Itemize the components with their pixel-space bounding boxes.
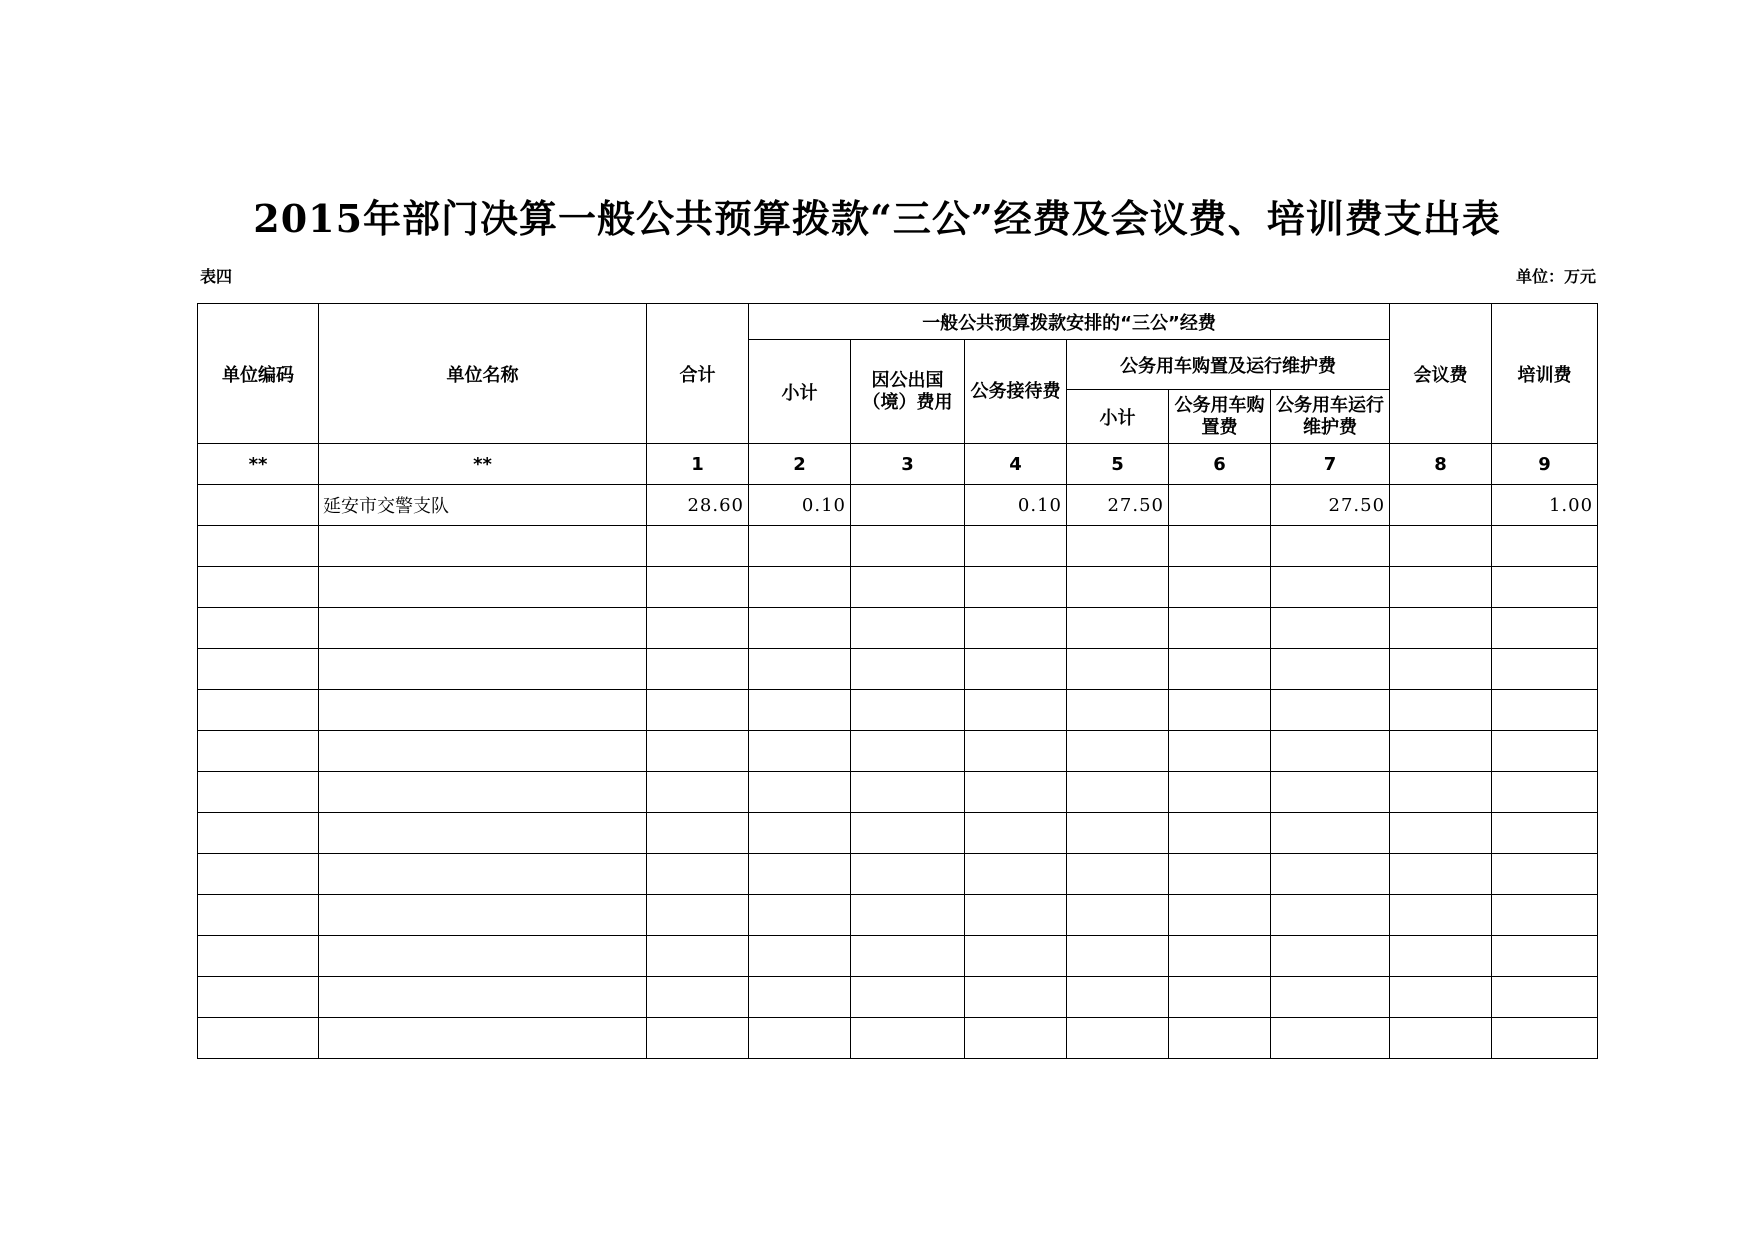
table-cell [965, 854, 1067, 895]
index-cell: ** [319, 444, 647, 485]
table-cell [647, 1018, 749, 1059]
table-cell [851, 731, 965, 772]
table-row [198, 977, 1598, 1018]
table-cell [198, 895, 319, 936]
table-cell [319, 936, 647, 977]
index-cell: 9 [1492, 444, 1598, 485]
table-cell [1492, 772, 1598, 813]
table-cell [1169, 813, 1271, 854]
table-cell [1169, 485, 1271, 526]
table-cell [198, 731, 319, 772]
table-cell [198, 567, 319, 608]
table-cell [1390, 977, 1492, 1018]
table-cell [319, 895, 647, 936]
table-cell [1390, 526, 1492, 567]
header-vehicle-maintenance: 公务用车运行维护费 [1271, 390, 1390, 444]
table-cell [198, 1018, 319, 1059]
table-cell [1492, 936, 1598, 977]
table-cell [1390, 731, 1492, 772]
table-row [198, 608, 1598, 649]
table-cell [1169, 895, 1271, 936]
table-cell [1271, 1018, 1390, 1059]
table-cell [1390, 854, 1492, 895]
table-cell [1271, 854, 1390, 895]
table-cell [1067, 567, 1169, 608]
table-cell [1492, 895, 1598, 936]
table-cell [319, 567, 647, 608]
index-cell: 8 [1390, 444, 1492, 485]
table-row [198, 690, 1598, 731]
table-cell [851, 608, 965, 649]
table-row [198, 813, 1598, 854]
table-cell [319, 608, 647, 649]
table-cell [851, 1018, 965, 1059]
table-cell [1067, 977, 1169, 1018]
table-cell [647, 854, 749, 895]
expenditure-table [197, 303, 1598, 1059]
table-cell [198, 854, 319, 895]
table-cell [965, 1018, 1067, 1059]
table-cell [1390, 936, 1492, 977]
table-cell [198, 690, 319, 731]
index-cell: 3 [851, 444, 965, 485]
table-cell: 0.10 [965, 485, 1067, 526]
header-reception: 公务接待费 [965, 340, 1067, 444]
table-cell [965, 567, 1067, 608]
table-cell [851, 772, 965, 813]
index-cell: ** [198, 444, 319, 485]
table-cell [965, 895, 1067, 936]
table-cell [851, 567, 965, 608]
table-cell [198, 813, 319, 854]
table-cell [198, 977, 319, 1018]
table-cell [1067, 649, 1169, 690]
table-cell [647, 772, 749, 813]
table-cell [749, 813, 851, 854]
table-cell [851, 649, 965, 690]
table-cell [1169, 854, 1271, 895]
table-cell [749, 772, 851, 813]
table-cell: 1.00 [1492, 485, 1598, 526]
table-cell [1492, 649, 1598, 690]
table-row [198, 526, 1598, 567]
table-cell [1271, 731, 1390, 772]
table-cell [1271, 690, 1390, 731]
table-cell [647, 608, 749, 649]
table-cell [965, 608, 1067, 649]
table-cell: 28.60 [647, 485, 749, 526]
table-cell [749, 690, 851, 731]
table-cell [1169, 936, 1271, 977]
header-meeting: 会议费 [1390, 304, 1492, 444]
header-unit-code: 单位编码 [198, 304, 319, 444]
table-cell [749, 936, 851, 977]
table-cell [1390, 813, 1492, 854]
table-cell [1492, 854, 1598, 895]
table-cell [851, 854, 965, 895]
table-cell [319, 731, 647, 772]
table-cell [749, 608, 851, 649]
table-cell [1169, 567, 1271, 608]
header-training: 培训费 [1492, 304, 1598, 444]
table-cell [1067, 936, 1169, 977]
table-cell [319, 690, 647, 731]
table-cell [1492, 526, 1598, 567]
table-cell [1390, 649, 1492, 690]
table-cell [851, 690, 965, 731]
table-cell [1271, 567, 1390, 608]
header-sangong-group: 一般公共预算拨款安排的“三公”经费 [749, 304, 1390, 340]
table-cell [1067, 526, 1169, 567]
table-cell [319, 854, 647, 895]
table-cell [1492, 1018, 1598, 1059]
table-cell [749, 895, 851, 936]
table-cell [647, 567, 749, 608]
table-cell [1169, 1018, 1271, 1059]
table-cell [965, 690, 1067, 731]
table-cell [1067, 813, 1169, 854]
table-row [198, 854, 1598, 895]
table-cell [965, 526, 1067, 567]
table-cell [319, 977, 647, 1018]
table-cell [749, 977, 851, 1018]
table-cell [749, 526, 851, 567]
table-cell [965, 772, 1067, 813]
table-cell [319, 813, 647, 854]
table-cell [1492, 608, 1598, 649]
page-title: 2015年部门决算一般公共预算拨款“三公”经费及会议费、培训费支出表 [253, 196, 1501, 241]
table-cell [1169, 649, 1271, 690]
table-cell [749, 854, 851, 895]
table-cell [965, 649, 1067, 690]
header-vehicle-subtotal: 小计 [1067, 390, 1169, 444]
index-cell: 4 [965, 444, 1067, 485]
index-cell: 1 [647, 444, 749, 485]
table-cell [1067, 772, 1169, 813]
table-cell [1492, 813, 1598, 854]
table-cell [1271, 526, 1390, 567]
table-cell [198, 936, 319, 977]
table-cell [749, 567, 851, 608]
table-row [198, 895, 1598, 936]
table-cell [851, 485, 965, 526]
table-cell [1169, 690, 1271, 731]
table-cell [319, 772, 647, 813]
table-cell [1390, 608, 1492, 649]
table-cell [647, 649, 749, 690]
table-cell [198, 608, 319, 649]
table-cell [647, 731, 749, 772]
table-cell: 0.10 [749, 485, 851, 526]
table-cell [1492, 731, 1598, 772]
table-cell [319, 649, 647, 690]
index-cell: 2 [749, 444, 851, 485]
header-vehicle-purchase: 公务用车购置费 [1169, 390, 1271, 444]
table-cell [647, 895, 749, 936]
table-cell [1067, 895, 1169, 936]
table-cell [198, 649, 319, 690]
header-vehicle-group: 公务用车购置及运行维护费 [1067, 340, 1390, 390]
table-cell [647, 936, 749, 977]
table-cell [1390, 895, 1492, 936]
table-cell [851, 977, 965, 1018]
header-abroad: 因公出国（境）费用 [851, 340, 965, 444]
table-cell [1390, 1018, 1492, 1059]
table-row [198, 731, 1598, 772]
table-cell [1067, 854, 1169, 895]
table-cell [965, 936, 1067, 977]
table-cell [1067, 731, 1169, 772]
table-cell [1492, 690, 1598, 731]
index-cell: 7 [1271, 444, 1390, 485]
table-cell [1271, 813, 1390, 854]
table-cell [319, 1018, 647, 1059]
table-row [198, 936, 1598, 977]
table-cell: 延安市交警支队 [319, 485, 647, 526]
table-cell [1390, 772, 1492, 813]
table-cell [749, 1018, 851, 1059]
table-cell [749, 731, 851, 772]
table-cell [647, 977, 749, 1018]
table-number: 表四 [200, 267, 233, 286]
table-cell [1169, 608, 1271, 649]
table-cell [851, 813, 965, 854]
table-row [198, 772, 1598, 813]
table-row [198, 567, 1598, 608]
table-row [198, 1018, 1598, 1059]
table-cell [851, 895, 965, 936]
header-unit-name: 单位名称 [319, 304, 647, 444]
table-cell [965, 731, 1067, 772]
index-row [198, 444, 1598, 485]
table-cell [749, 649, 851, 690]
table-cell [198, 772, 319, 813]
table-cell [647, 690, 749, 731]
header-subtotal: 小计 [749, 340, 851, 444]
table-cell [1271, 895, 1390, 936]
table-cell [1067, 1018, 1169, 1059]
table-cell [1492, 977, 1598, 1018]
index-cell: 6 [1169, 444, 1271, 485]
table-cell [1169, 731, 1271, 772]
table-cell [1169, 526, 1271, 567]
index-cell: 5 [1067, 444, 1169, 485]
table-cell [319, 526, 647, 567]
table-row [198, 485, 1598, 526]
table-cell [965, 977, 1067, 1018]
table-cell [1390, 690, 1492, 731]
table-cell [1067, 608, 1169, 649]
table-cell [1271, 649, 1390, 690]
table-cell [198, 526, 319, 567]
header-total: 合计 [647, 304, 749, 444]
table-cell [1271, 977, 1390, 1018]
table-row [198, 649, 1598, 690]
table-cell [1169, 977, 1271, 1018]
table-cell [1271, 772, 1390, 813]
table-cell [1271, 608, 1390, 649]
table-cell [198, 485, 319, 526]
table-cell [1390, 485, 1492, 526]
table-cell [1390, 567, 1492, 608]
table-cell [1067, 690, 1169, 731]
table-cell [851, 526, 965, 567]
table-cell [647, 813, 749, 854]
table-cell [1492, 567, 1598, 608]
table-cell [851, 936, 965, 977]
table-cell [1271, 936, 1390, 977]
table-cell [965, 813, 1067, 854]
unit-label: 单位：万元 [1515, 267, 1596, 286]
table-cell [647, 526, 749, 567]
table-cell: 27.50 [1067, 485, 1169, 526]
table-cell [1169, 772, 1271, 813]
table-cell: 27.50 [1271, 485, 1390, 526]
